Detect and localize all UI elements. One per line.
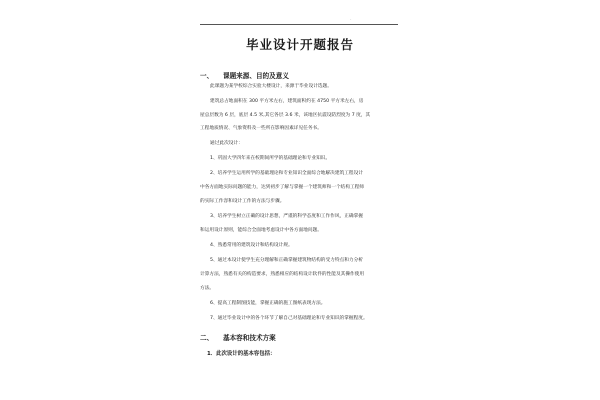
list-item: 4、熟悉常用的建筑设计和结构设计规。 xyxy=(210,243,293,248)
document-title: 毕业设计开题报告 xyxy=(245,37,354,52)
section-number: 一、 xyxy=(200,72,214,80)
list-item: 2、培养学生运用所学的基础理论和专业知识全面综合地解决建筑工程设计 xyxy=(210,171,363,176)
section-heading-text: 课题来源、目的及意义 xyxy=(223,72,289,80)
paragraph-line: 和运用设计原则，能综合全面地考虑设计中各方面地问题。 xyxy=(200,228,322,233)
header-mark: · xyxy=(350,17,352,23)
section-heading-text: 基本容和技术方案 xyxy=(223,334,276,342)
paragraph-line: 此课题为某学校综合实验大楼设计，来源于毕业设计选题。 xyxy=(210,84,332,89)
paragraph-line: 方法。 xyxy=(200,286,215,291)
paragraph-line: 工程地质情况、气象资料及一些所在影响因素详见任务书。 xyxy=(200,126,322,131)
section-heading-2 xyxy=(200,332,276,342)
paragraph-line: 计算方法，熟悉有关的构造要求，熟悉相应的结构设计软件的性能及其操作使用 xyxy=(200,272,365,277)
section-number: 二、 xyxy=(200,334,214,342)
paragraph-line: 通过此次设计： xyxy=(210,141,243,146)
list-item: 3、培养学生树立正确的设计思想，严谨的科学态度和工作作风，正确掌握 xyxy=(210,214,363,219)
paragraph-line: 中各方面地实际问题的能力，达到初步了解与掌握一个建筑师和一个结构工程师 xyxy=(200,185,365,190)
list-item: 7、通过毕业设计中的各个环节了解自己对基础理论和专业知识的掌握程度。 xyxy=(210,316,368,321)
paragraph-line: 建筑总占地面积在 300 平方米左右，建筑面积约在 4750 平方米左右，房 xyxy=(210,99,364,104)
subsection-heading: 1．此次设计的基本容包括： xyxy=(207,351,276,357)
list-item: 1、巩固大学四年来在校期间所学的基础理论和专业知识。 xyxy=(210,156,331,161)
list-item: 6、提高工程制图技能，掌握正确的施工图纸表现方法。 xyxy=(210,301,326,306)
header-rule xyxy=(200,24,398,25)
list-item: 5、通过本设计使学生充分理解和正确掌握建筑物结构的受力特点和力分析 xyxy=(210,258,363,263)
paragraph-line: 屋总层数为 6 层，底层 4.5 米,其它各层 3.6 米，该地区抗震设防烈度为 7 度，其 xyxy=(200,113,371,118)
paragraph-line: 的实际工作容和设计工作的方法与步骤。 xyxy=(200,199,285,204)
section-heading-1 xyxy=(200,70,289,80)
